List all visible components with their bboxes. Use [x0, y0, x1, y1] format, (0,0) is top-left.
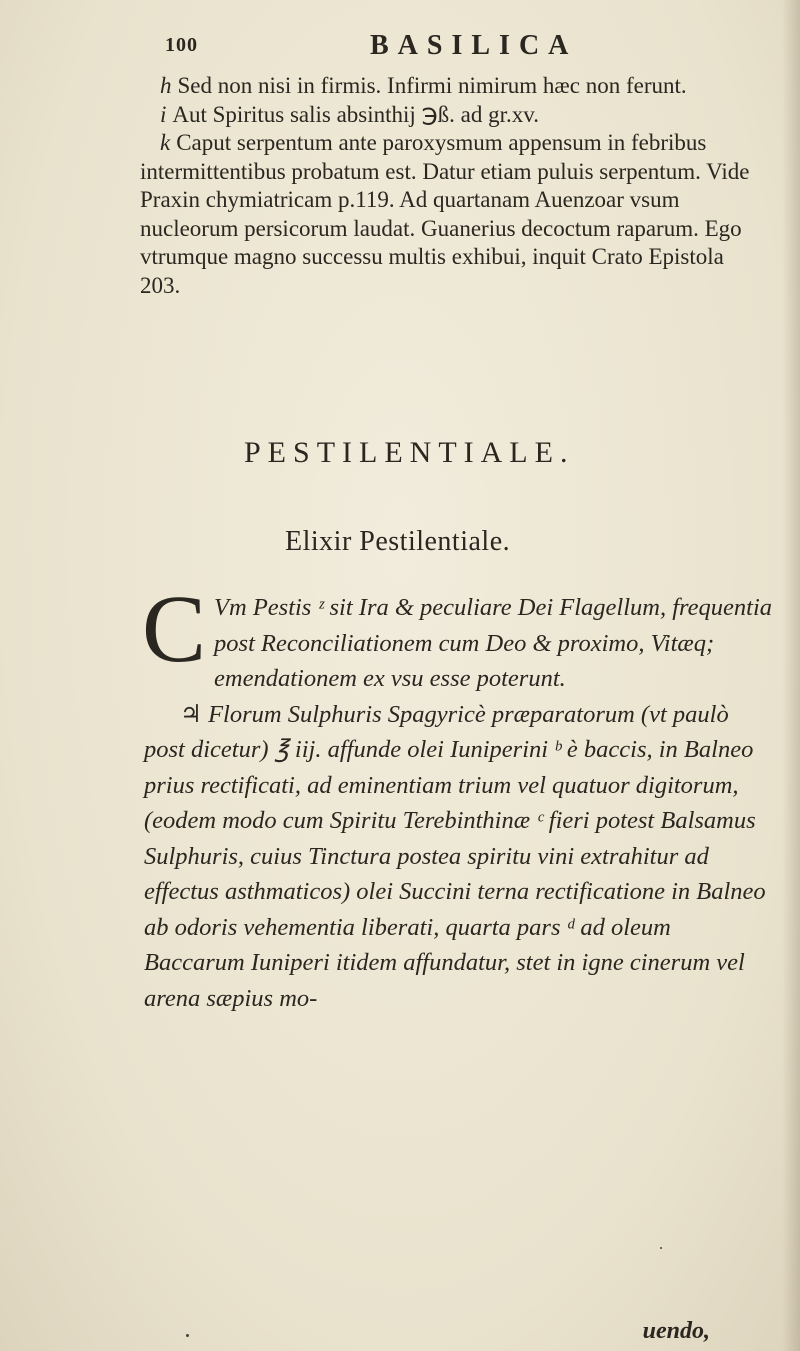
ink-speck [660, 1247, 662, 1249]
note-k [140, 129, 760, 300]
main-text [142, 575, 774, 1016]
note-i [140, 101, 760, 130]
note-marker: h [160, 73, 172, 98]
paragraph-2: ♃ Florum Sulphuris Spagyricè præparatorum (vt paulò post dicetur) ℥ iij. affunde olei Iuniperini ᵇ è baccis, in Balneo prius rectificati, ad eminentiam trium vel quatuor digitorum, (eodem modo cum Spiritu Terebinthinæ ᶜ fieri potest Balsamus Sulphuris, cuius Tinctura postea spiritu vini extrahitur ad effectus asthmaticos) olei Succini terna rectificatione in Balneo ab odoris vehementia liberati, quarta pars ᵈ ad oleum Baccarum Iuniperi itidem affundatur, stet in igne cinerum vel arena sæpius mo- [144, 700, 766, 1012]
paragraph-1-text: Vm Pestis ᶻ sit Ira & peculiare Dei Flagellum, frequentia post Reconciliationem cum Deo & proximo, Vitæq; emendationem ex vsu esse poterunt. [214, 594, 773, 692]
note-h [140, 72, 760, 101]
section-heading: PESTILENTIALE. [244, 436, 575, 469]
catchword: uendo, [642, 1318, 710, 1344]
note-text: Caput serpentum ante paroxysmum appensum in febribus intermittentibus probatum est. Datur etiam puluis serpentum. Vide Praxin chymiatricam p.119. Ad quartanam Auenzoar vsum nucleorum persicorum laudat. Guanerius decoctum raparum. Ego vtrumque magno successu multis exhibui, inquit Crato Epistola 203. [140, 130, 750, 298]
ink-speck [186, 1334, 189, 1337]
footnotes-block [140, 72, 760, 300]
drop-cap: C [142, 575, 207, 682]
recipe-title: Elixir Pestilentiale. [285, 526, 511, 557]
page-header [165, 30, 725, 64]
note-marker: i [160, 101, 167, 127]
running-title: BASILICA [370, 30, 578, 61]
page-edge-shadow [782, 0, 800, 1351]
note-text: Sed non nisi in firmis. Infirmi nimirum hæc non ferunt. [177, 73, 687, 98]
note-marker: k [160, 130, 171, 155]
page-number: 100 [165, 34, 198, 56]
paragraph-1 [142, 575, 774, 697]
note-text: Aut Spiritus salis absinthij ℈ß. ad gr.xv. [172, 101, 539, 127]
